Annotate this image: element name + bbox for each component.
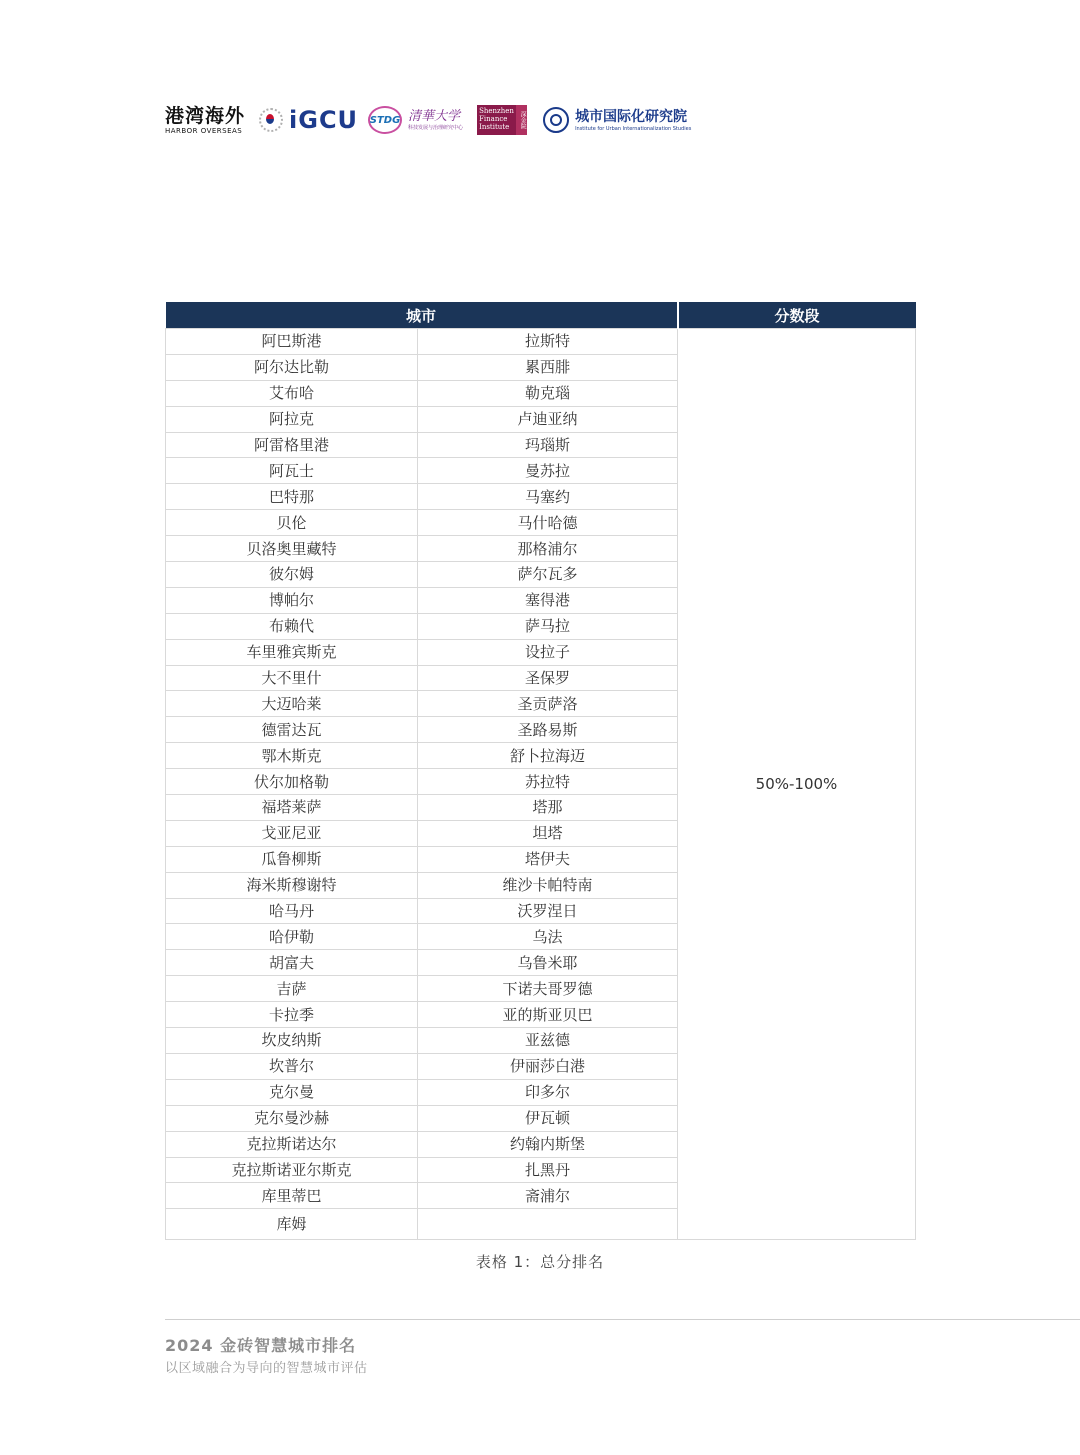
city-cell: 下诺夫哥罗德 bbox=[418, 976, 678, 1002]
sfi-logo-cn: 深金院 bbox=[516, 105, 527, 135]
city-cell: 哈伊勒 bbox=[166, 924, 418, 950]
city-cell: 沃罗涅日 bbox=[418, 898, 678, 924]
tsinghua-logo bbox=[408, 109, 463, 132]
city-cell: 阿巴斯港 bbox=[166, 329, 418, 355]
city-cell: 海米斯穆谢特 bbox=[166, 872, 418, 898]
city-cell: 巴特那 bbox=[166, 484, 418, 510]
stdg-logo-text: STDG bbox=[369, 114, 401, 126]
sfi-logo-en: Shenzhen Finance Institute bbox=[479, 107, 514, 131]
city-column-header: 城市 bbox=[166, 302, 678, 329]
city-cell: 艾布哈 bbox=[166, 380, 418, 406]
harbor-logo-cn: 港湾海外 bbox=[165, 104, 246, 127]
city-cell: 哈马丹 bbox=[166, 898, 418, 924]
iuis-logo-cn: 城市国际化研究院 bbox=[575, 108, 688, 125]
stdg-logo bbox=[368, 106, 402, 134]
table-header-row bbox=[166, 302, 916, 329]
city-cell: 伊丽莎白港 bbox=[418, 1053, 678, 1079]
city-cell: 克拉斯诺达尔 bbox=[166, 1131, 418, 1157]
city-cell: 设拉子 bbox=[418, 639, 678, 665]
igcu-emblem-icon bbox=[259, 108, 283, 132]
city-cell: 斋浦尔 bbox=[418, 1183, 678, 1209]
igcu-logo-text: iGCU bbox=[289, 106, 359, 134]
city-cell: 乌法 bbox=[418, 924, 678, 950]
city-cell: 拉斯特 bbox=[418, 329, 678, 355]
shenzhen-finance-institute-logo bbox=[477, 105, 527, 135]
city-cell: 萨尔瓦多 bbox=[418, 562, 678, 588]
score-column-header: 分数段 bbox=[678, 302, 916, 329]
city-cell: 亚兹德 bbox=[418, 1028, 678, 1054]
city-cell: 阿瓦士 bbox=[166, 458, 418, 484]
city-cell: 福塔莱萨 bbox=[166, 795, 418, 821]
partner-logos bbox=[165, 100, 691, 140]
city-cell: 贝洛奥里藏特 bbox=[166, 536, 418, 562]
city-cell: 彼尔姆 bbox=[166, 562, 418, 588]
city-cell: 贝伦 bbox=[166, 510, 418, 536]
tsinghua-logo-cn: 清華大学 bbox=[408, 108, 461, 124]
city-cell: 博帕尔 bbox=[166, 587, 418, 613]
igcu-logo bbox=[259, 106, 358, 134]
city-cell: 戈亚尼亚 bbox=[166, 820, 418, 846]
city-cell: 玛瑙斯 bbox=[418, 432, 678, 458]
tsinghua-logo-sub: 科技发展与治理研究中心 bbox=[408, 124, 464, 131]
city-cell: 扎黑丹 bbox=[418, 1157, 678, 1183]
city-cell: 苏拉特 bbox=[418, 769, 678, 795]
city-cell: 约翰内斯堡 bbox=[418, 1131, 678, 1157]
city-cell: 阿雷格里港 bbox=[166, 432, 418, 458]
city-cell: 舒卜拉海迈 bbox=[418, 743, 678, 769]
city-cell: 库里蒂巴 bbox=[166, 1183, 418, 1209]
city-cell: 坦塔 bbox=[418, 820, 678, 846]
city-cell: 马什哈德 bbox=[418, 510, 678, 536]
city-cell bbox=[418, 1209, 678, 1240]
iuis-logo bbox=[543, 107, 691, 133]
city-cell: 累西腓 bbox=[418, 354, 678, 380]
city-cell: 卢迪亚纳 bbox=[418, 406, 678, 432]
city-cell: 克尔曼 bbox=[166, 1079, 418, 1105]
table-caption: 表格 1：总分排名 bbox=[475, 1253, 605, 1271]
city-cell: 维沙卡帕特南 bbox=[418, 872, 678, 898]
city-cell: 德雷达瓦 bbox=[166, 717, 418, 743]
city-cell: 瓜鲁柳斯 bbox=[166, 846, 418, 872]
city-cell: 那格浦尔 bbox=[418, 536, 678, 562]
city-cell: 圣路易斯 bbox=[418, 717, 678, 743]
city-cell: 坎普尔 bbox=[166, 1053, 418, 1079]
city-cell: 大不里什 bbox=[166, 665, 418, 691]
city-cell: 伏尔加格勒 bbox=[166, 769, 418, 795]
city-cell: 胡富夫 bbox=[166, 950, 418, 976]
city-cell: 克拉斯诺亚尔斯克 bbox=[166, 1157, 418, 1183]
footer-subtitle: 以区域融合为导向的智慧城市评估 bbox=[165, 1361, 368, 1376]
city-cell: 伊瓦顿 bbox=[418, 1105, 678, 1131]
ranking-table bbox=[165, 302, 916, 1240]
city-cell: 亚的斯亚贝巴 bbox=[418, 1002, 678, 1028]
city-cell: 印多尔 bbox=[418, 1079, 678, 1105]
city-cell: 阿拉克 bbox=[166, 406, 418, 432]
city-cell: 塔那 bbox=[418, 795, 678, 821]
city-cell: 马塞约 bbox=[418, 484, 678, 510]
city-cell: 塞得港 bbox=[418, 587, 678, 613]
city-cell: 卡拉季 bbox=[166, 1002, 418, 1028]
city-cell: 吉萨 bbox=[166, 976, 418, 1002]
table-body bbox=[166, 329, 916, 1240]
city-cell: 萨马拉 bbox=[418, 613, 678, 639]
city-cell: 大迈哈莱 bbox=[166, 691, 418, 717]
city-cell: 曼苏拉 bbox=[418, 458, 678, 484]
city-cell: 鄂木斯克 bbox=[166, 743, 418, 769]
city-cell: 塔伊夫 bbox=[418, 846, 678, 872]
city-cell: 车里雅宾斯克 bbox=[166, 639, 418, 665]
globe-icon bbox=[543, 107, 569, 133]
harbor-overseas-logo bbox=[165, 105, 245, 136]
city-cell: 乌鲁米耶 bbox=[418, 950, 678, 976]
city-cell: 圣保罗 bbox=[418, 665, 678, 691]
city-cell: 圣贡萨洛 bbox=[418, 691, 678, 717]
city-cell: 克尔曼沙赫 bbox=[166, 1105, 418, 1131]
score-band-cell: 50%-100% bbox=[678, 329, 916, 1240]
city-cell: 库姆 bbox=[166, 1209, 418, 1240]
city-cell: 阿尔达比勒 bbox=[166, 354, 418, 380]
table-row bbox=[166, 329, 916, 355]
footer-title: 2024 金砖智慧城市排名 bbox=[165, 1336, 357, 1355]
iuis-logo-en: Institute for Urban Internationalization Studies bbox=[575, 125, 692, 132]
city-cell: 勒克瑙 bbox=[418, 380, 678, 406]
footer-divider bbox=[165, 1319, 1080, 1320]
city-cell: 坎皮纳斯 bbox=[166, 1028, 418, 1054]
harbor-logo-en: HARBOR OVERSEAS bbox=[165, 126, 243, 135]
city-cell: 布赖代 bbox=[166, 613, 418, 639]
